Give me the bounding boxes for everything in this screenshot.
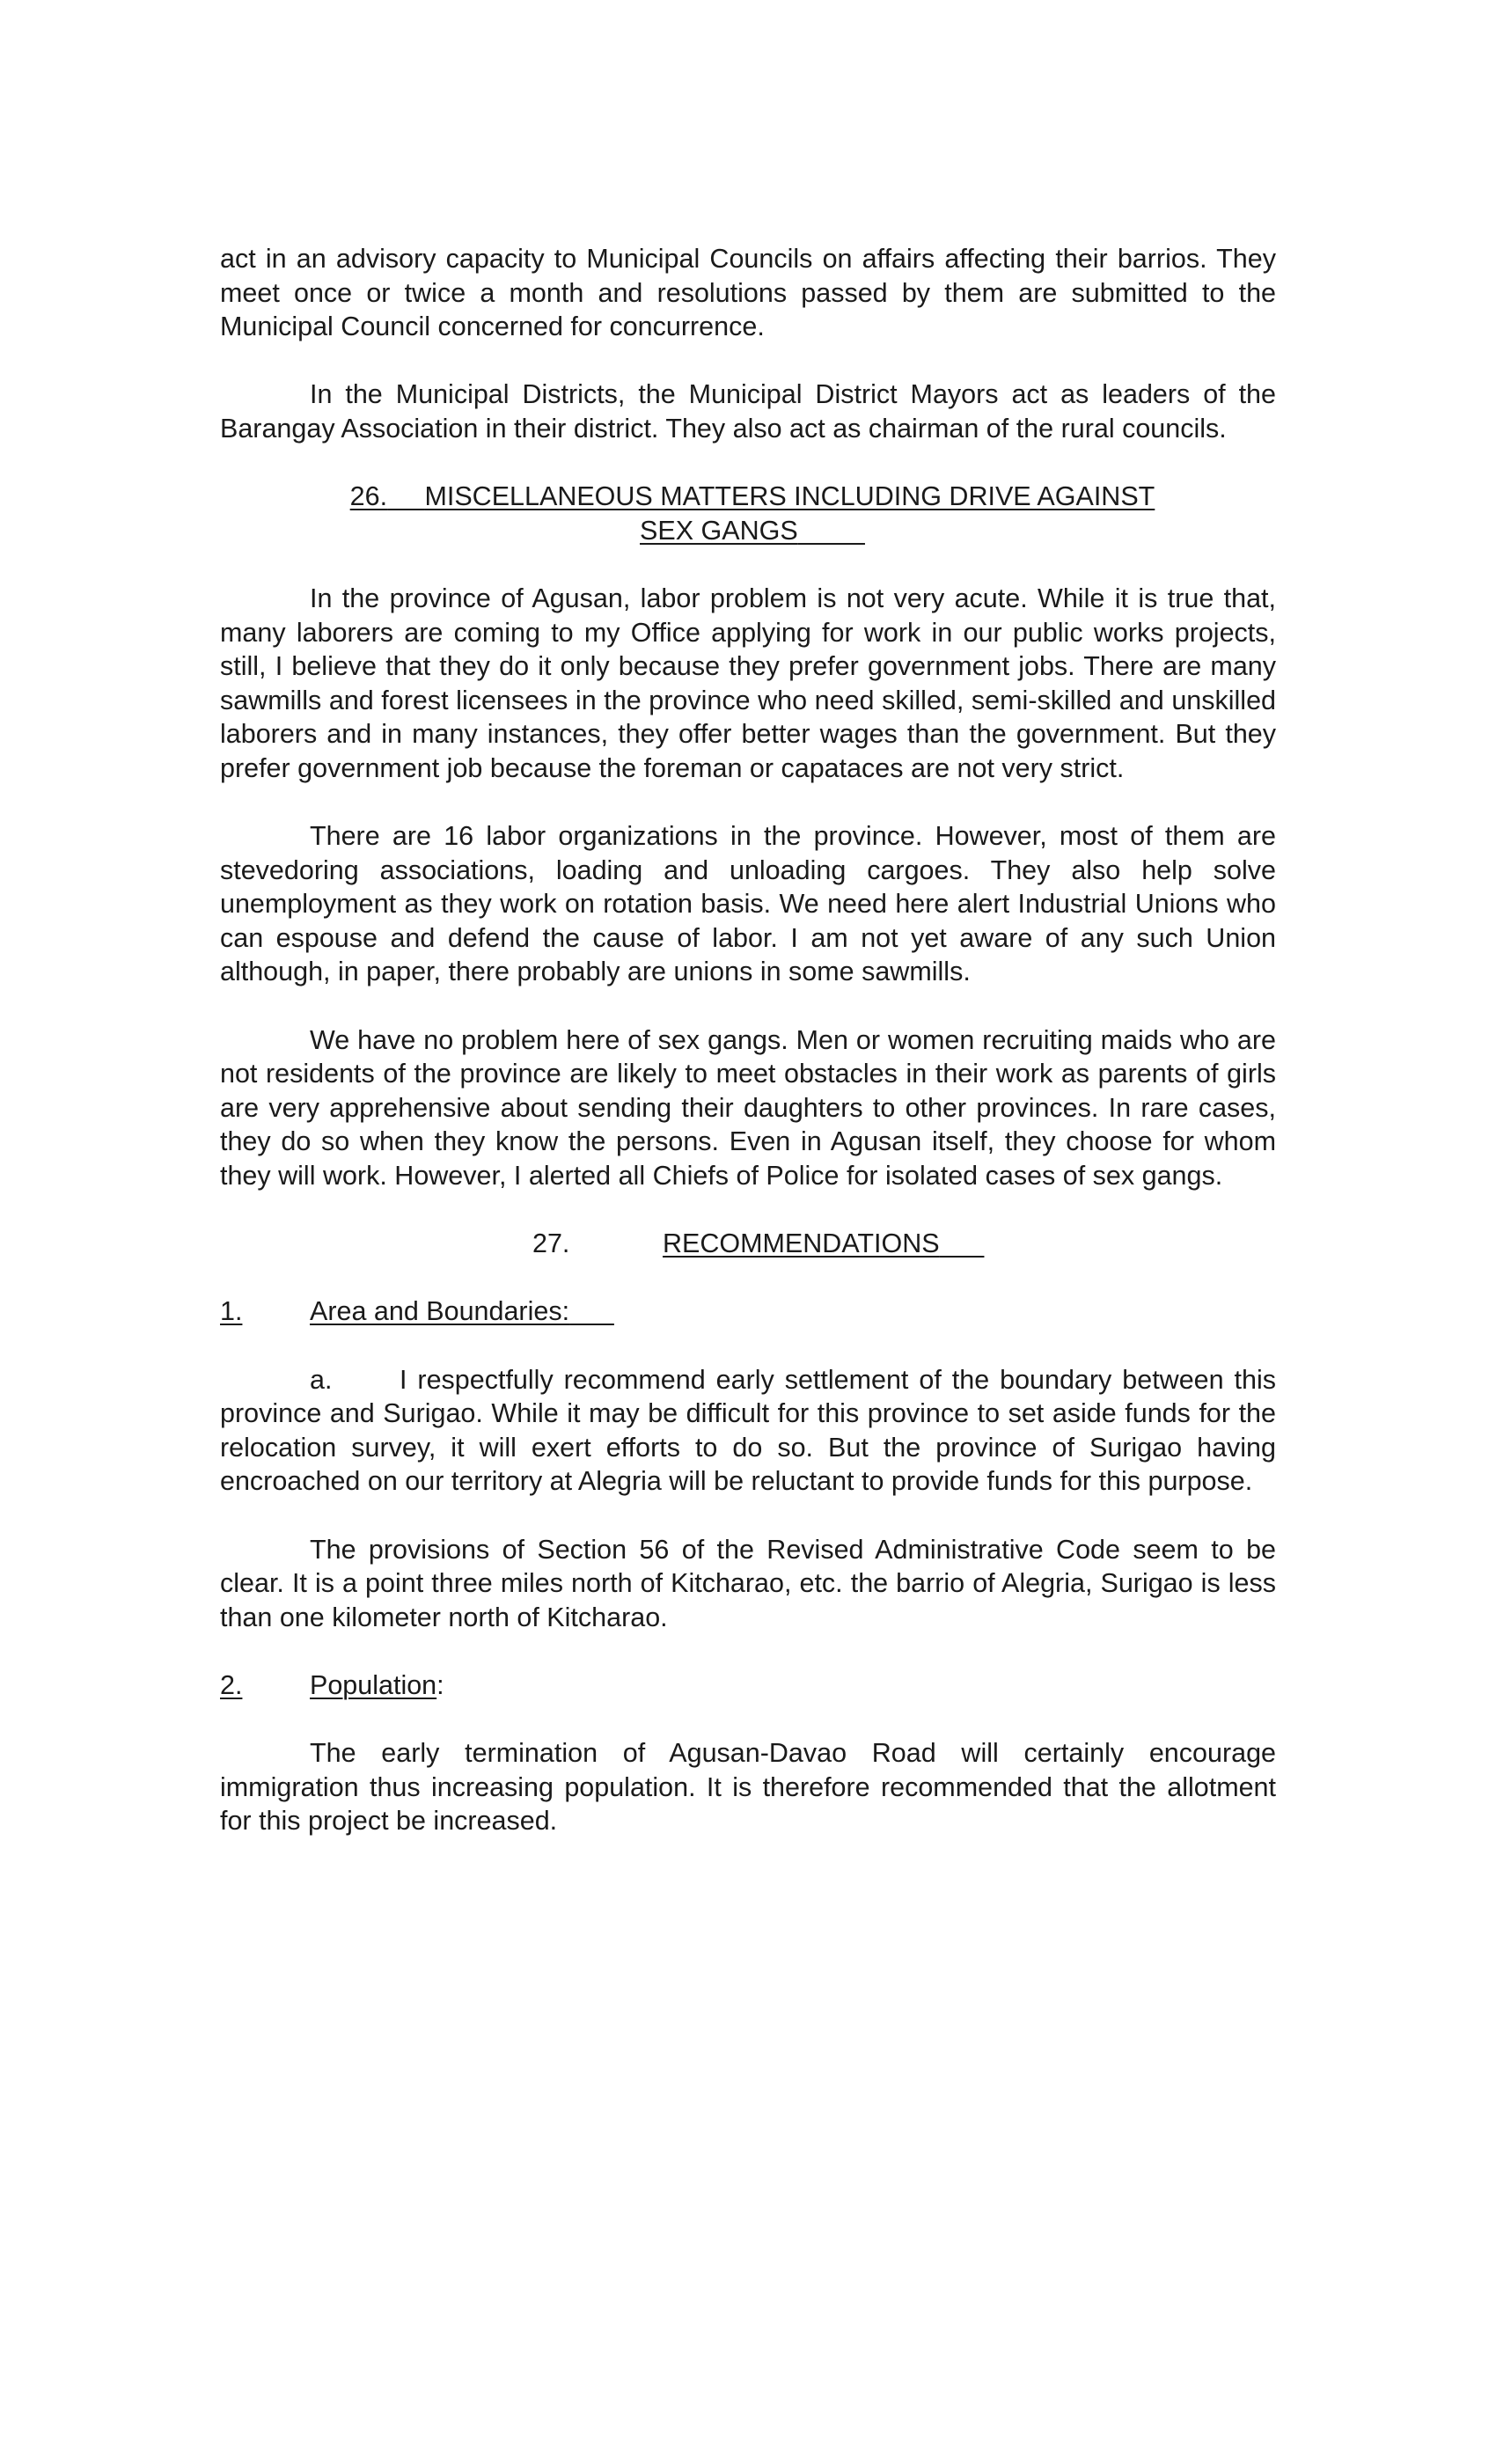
paragraph-sex-gangs: We have no problem here of sex gangs. Men or women recruiting maids who are not residents of the province are likely to meet obstacles in their work as parents of girls are very apprehensive about sending their daughters to other provinces. In rare cases, they do so when they know the persons. Even in Agusan itself, they choose for whom they will work. However, I alerted all Chiefs of Police for isolated cases of sex gangs. (220, 1024, 1276, 1192)
section-26-number: 26. (349, 481, 388, 512)
item-2-number: 2. (220, 1669, 243, 1700)
section-26-title-line1: MISCELLANEOUS MATTERS INCLUDING DRIVE AGAINST (424, 481, 1155, 512)
item-1-heading (220, 1294, 1276, 1329)
item-2-heading (220, 1668, 1276, 1703)
item-1-number: 1. (220, 1296, 243, 1327)
paragraph-boundary-text: I respectfully recommend early settlement of the boundary between this province and Surigao. While it may be difficult for this province to set aside funds for the relocation survey, it will exert efforts to do so. But the province of Surigao having encroached on our territory at Alegria will be reluctant to provide funds for this purpose. (220, 1364, 1276, 1497)
paragraph-section-56: The provisions of Section 56 of the Revised Administrative Code seem to be clear. It is a point three miles north of Kitcharao, etc. the barrio of Alegria, Surigao is less than one kilometer north of Kitcharao. (220, 1534, 1276, 1632)
document-page (220, 242, 1276, 1838)
item-1a-label: a. (310, 1364, 333, 1395)
paragraph-population: The early termination of Agusan-Davao Road will certainly encourage immigration thus increasing population. It is therefore recommended that the allotment for this project be increased. (220, 1738, 1276, 1837)
item-1-title: Area and Boundaries: (310, 1296, 570, 1327)
paragraph-labor-problem: In the province of Agusan, labor problem is not very acute. While it is true that, many laborers are coming to my Office applying for work in our public works projects, still, I believe that they do it only because they prefer government jobs. There are many sawmills and forest licensees in the province who need skilled, semi-skilled and unskilled laborers and in many instances, they offer better wages than the government. But they prefer government job because the foreman or capataces are not very strict. (220, 583, 1276, 783)
paragraph-municipal-districts: In the Municipal Districts, the Municipal District Mayors act as leaders of the Barangay Association in their district. They also act as chairman of the rural councils. (220, 379, 1276, 444)
section-26-heading (220, 480, 1197, 547)
section-27-heading (220, 1227, 1276, 1261)
paragraph-boundary-recommendation (220, 1363, 1276, 1499)
section-26-title-line2: SEX GANGS (640, 515, 798, 546)
item-2-colon: : (436, 1669, 444, 1700)
paragraph-barrio-councils: act in an advisory capacity to Municipal Councils on affairs affecting their barrios. They meet once or twice a month and resolutions passed by them are submitted to the Municipal Council concerned for concurrence. (220, 244, 1276, 342)
item-2-title: Population (310, 1669, 437, 1700)
paragraph-labor-organizations: There are 16 labor organizations in the province. However, most of them are stevedoring associations, loading and unloading cargoes. They also help solve unemployment as they work on rotation basis. We need here alert Industrial Unions who can espouse and defend the cause of labor. I am not yet aware of any such Union although, in paper, there probably are unions in some sawmills. (220, 821, 1276, 987)
section-27-number: 27. (532, 1228, 570, 1259)
section-27-title: RECOMMENDATIONS (663, 1228, 940, 1259)
